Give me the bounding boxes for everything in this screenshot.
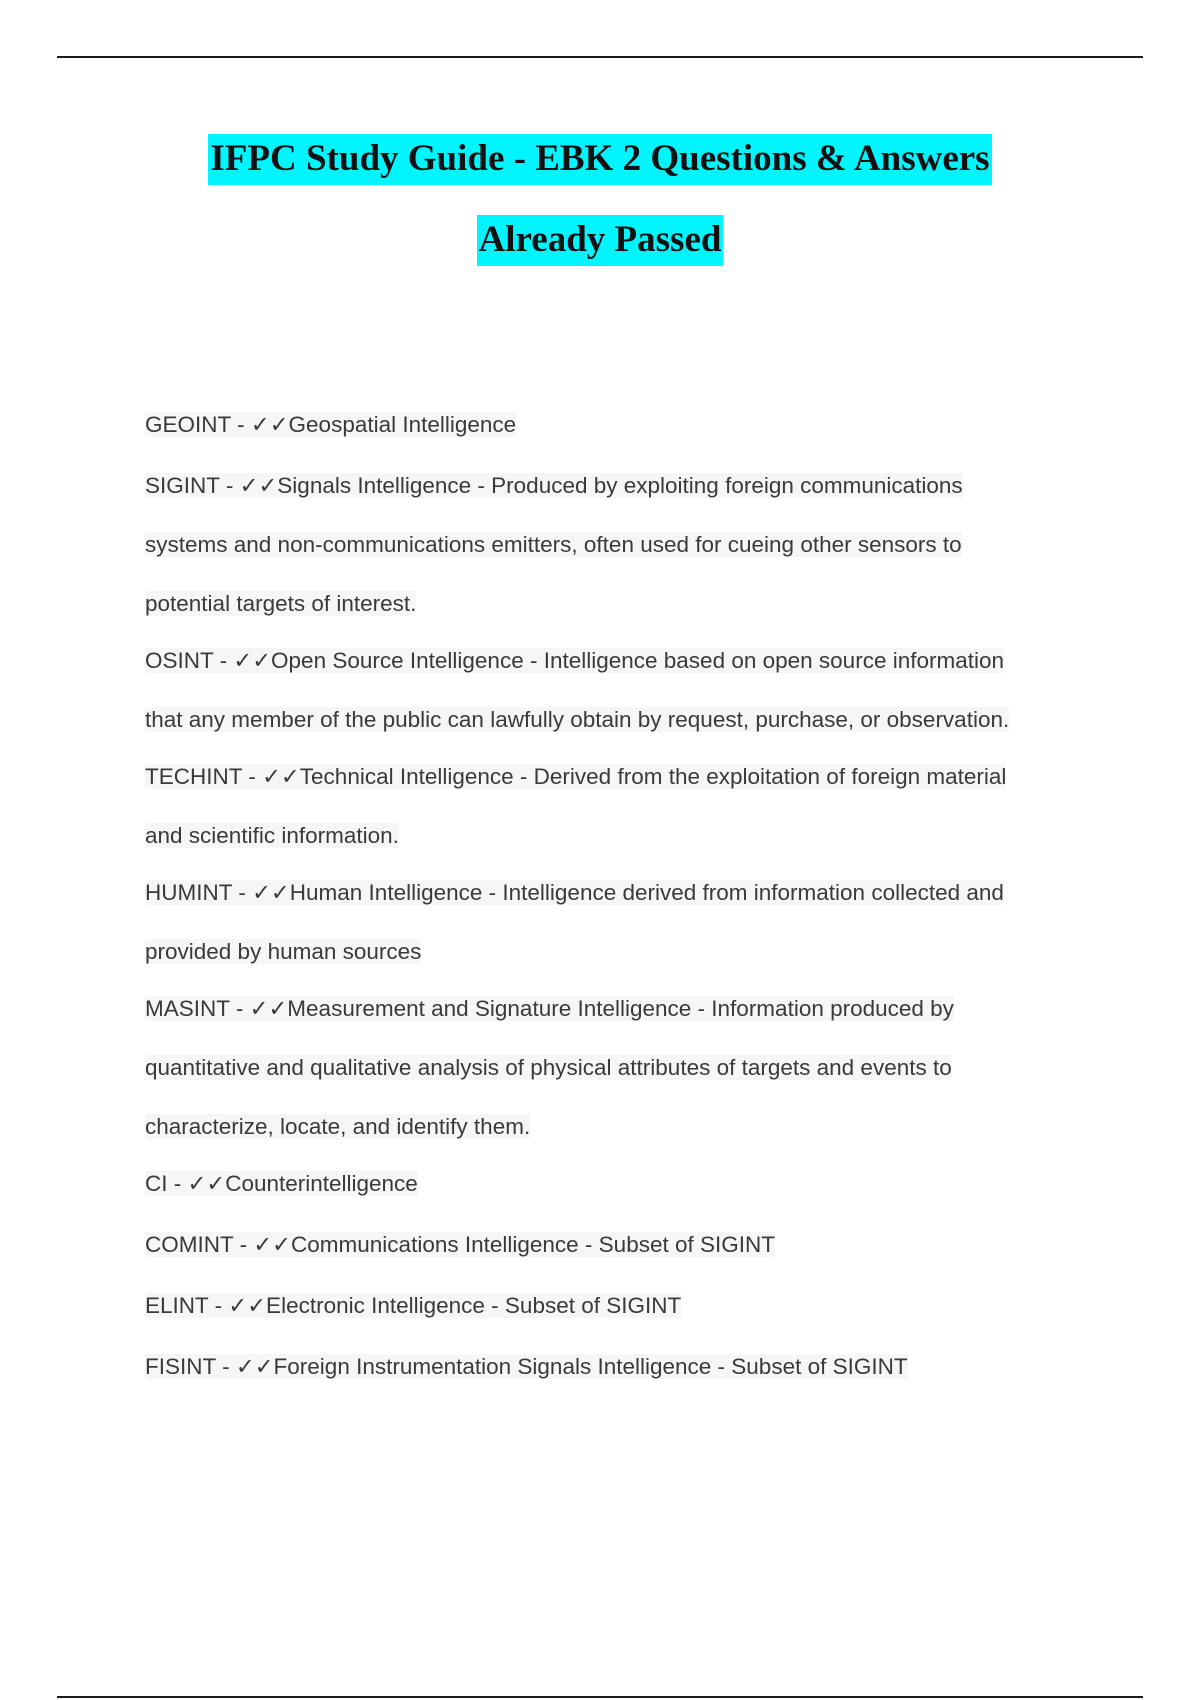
title-line-1-text: IFPC Study Guide - EBK 2 Questions & Answers <box>208 134 991 185</box>
entry-text: that any member of the public can lawfully obtain by request, purchase, or observation. <box>145 707 1010 732</box>
entry-text: systems and non-communications emitters, often used for cueing other sensors to <box>145 532 962 557</box>
entry-line <box>145 532 962 558</box>
entry-text: provided by human sources <box>145 939 422 964</box>
entry-line <box>145 1114 530 1140</box>
entry-text: characterize, locate, and identify them. <box>145 1114 531 1139</box>
entry-text: COMINT - ✓✓Communications Intelligence - Subset of SIGINT <box>145 1232 775 1257</box>
title-line-1 <box>100 140 1100 177</box>
title-line-2 <box>100 221 1100 258</box>
entry-text: potential targets of interest. <box>145 591 417 616</box>
entry-line <box>145 939 421 965</box>
entry-line <box>145 648 1004 674</box>
entry-text: HUMINT - ✓✓Human Intelligence - Intelligence derived from information collected and <box>145 880 1004 905</box>
entry-text: OSINT - ✓✓Open Source Intelligence - Intelligence based on open source information <box>145 648 1005 673</box>
entry-text: SIGINT - ✓✓Signals Intelligence - Produced by exploiting foreign communications <box>145 473 963 498</box>
entry-line <box>145 591 416 617</box>
document-title <box>100 140 1100 258</box>
entry-line <box>145 823 399 849</box>
entry-text: ELINT - ✓✓Electronic Intelligence - Subset of SIGINT <box>145 1293 682 1318</box>
entry-line <box>145 473 963 499</box>
title-line-2-text: Already Passed <box>477 215 724 266</box>
entry-line <box>145 412 516 438</box>
entry-line <box>145 1293 681 1319</box>
entry-text: quantitative and qualitative analysis of physical attributes of targets and events to <box>145 1055 952 1080</box>
entry-text: TECHINT - ✓✓Technical Intelligence - Derived from the exploitation of foreign material <box>145 764 1007 789</box>
entry-line <box>145 880 1004 906</box>
bottom-divider <box>57 1696 1143 1698</box>
entry-line <box>145 764 1006 790</box>
entry-text: GEOINT - ✓✓Geospatial Intelligence <box>145 412 517 437</box>
entry-text: MASINT - ✓✓Measurement and Signature Intelligence - Information produced by <box>145 996 954 1021</box>
entry-line <box>145 996 954 1022</box>
entry-line <box>145 1055 952 1081</box>
entry-line <box>145 1171 418 1197</box>
entry-line <box>145 707 1009 733</box>
entry-line <box>145 1354 908 1380</box>
entry-text: CI - ✓✓Counterintelligence <box>145 1171 418 1196</box>
entry-text: FISINT - ✓✓Foreign Instrumentation Signals Intelligence - Subset of SIGINT <box>145 1354 908 1379</box>
top-divider <box>57 56 1143 58</box>
entry-text: and scientific information. <box>145 823 399 848</box>
entry-line <box>145 1232 775 1258</box>
